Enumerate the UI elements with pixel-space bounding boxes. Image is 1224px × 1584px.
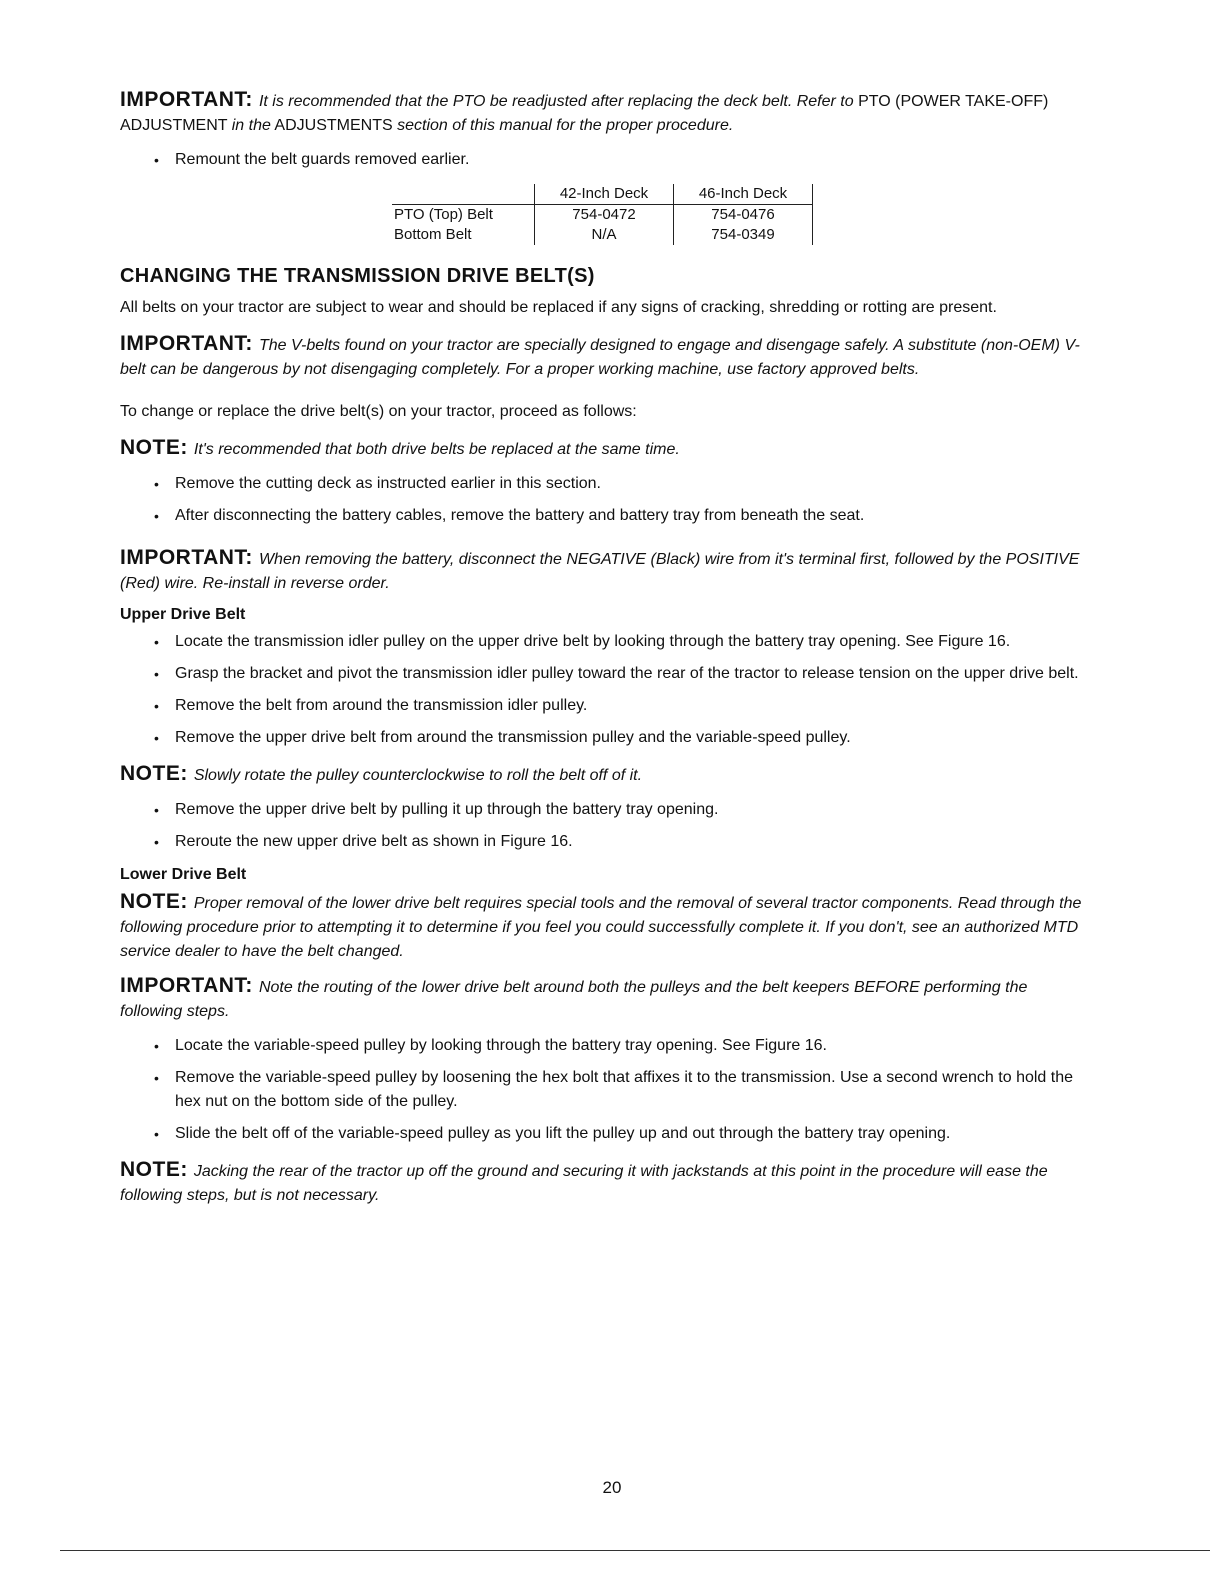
upper-drive-belt-heading: Upper Drive Belt	[120, 606, 246, 623]
list-item: • Remove the upper drive belt by pulling it up through the battery tray opening.	[120, 798, 1088, 822]
list-item: • Locate the variable-speed pulley by looking through the battery tray opening. See Figure 16.	[120, 1034, 1088, 1058]
list-item: • Slide the belt off of the variable-speed pulley as you lift the pulley up and out through the battery tray opening.	[120, 1122, 1088, 1146]
cell: 754-0472	[535, 205, 674, 226]
remount-list	[120, 148, 1088, 172]
list-item: • Remount the belt guards removed earlier.	[120, 148, 1088, 172]
cell: 754-0349	[674, 225, 813, 245]
list-item: • Reroute the new upper drive belt as shown in Figure 16.	[120, 830, 1088, 854]
list-item: • Locate the transmission idler pulley on the upper drive belt by looking through the battery tray opening. See Figure 16.	[120, 630, 1088, 654]
important-label: IMPORTANT:	[120, 88, 253, 111]
note-label: NOTE:	[120, 1158, 188, 1181]
lower-drive-belt-heading: Lower Drive Belt	[120, 866, 247, 883]
row-label: Bottom Belt	[394, 226, 472, 243]
proceed-paragraph: To change or replace the drive belt(s) on your tractor, proceed as follows:	[120, 403, 637, 420]
important-battery-note: IMPORTANT: When removing the battery, disconnect the NEGATIVE (Black) wire from it's terminal first, followed by the POSITIVE (Red) wire. Re-install in reverse order.	[120, 546, 1080, 592]
list-item: • Remove the belt from around the transmission idler pulley.	[120, 694, 1088, 718]
important-label: IMPORTANT:	[120, 332, 253, 355]
note-label: NOTE:	[120, 762, 188, 785]
important-pto-note: IMPORTANT: It is recommended that the PTO be readjusted after replacing the deck belt. Refer to PTO (POWER TAKE-OFF) ADJUSTMENT in the ADJUSTMENTS section of this manual for the proper procedure.	[120, 88, 1049, 134]
bottom-rule	[60, 1550, 1210, 1551]
note-rotate-pulley: NOTE: Slowly rotate the pulley counterclockwise to roll the belt off of it.	[120, 762, 643, 785]
table-row	[392, 225, 813, 245]
column-header-46: 46-Inch Deck	[674, 184, 813, 205]
row-label: PTO (Top) Belt	[394, 206, 493, 223]
list-item: • Remove the upper drive belt from around the transmission pulley and the variable-speed pulley.	[120, 726, 1088, 750]
note-label: NOTE:	[120, 436, 188, 459]
cell: 754-0476	[674, 205, 813, 226]
manual-page	[120, 88, 1088, 1218]
section-title: CHANGING THE TRANSMISSION DRIVE BELT(S)	[120, 265, 595, 287]
note-special-tools: NOTE: Proper removal of the lower drive belt requires special tools and the removal of several tractor components. Read through the following procedure prior to attempting it to determine if you feel you could successfully complete it. If you don't, see an authorized MTD service dealer to have the belt changed.	[120, 890, 1082, 960]
table-row	[392, 205, 813, 226]
list-item: • Remove the variable-speed pulley by loosening the hex bolt that affixes it to the transmission. Use a second wrench to hold the hex nut on the bottom side of the pulley.	[120, 1066, 1088, 1114]
list-item: • Remove the cutting deck as instructed earlier in this section.	[120, 472, 1088, 496]
important-vbelt-note: IMPORTANT: The V-belts found on your tractor are specially designed to engage and disengage safely. A substitute (non-OEM) V-belt can be dangerous by not disengaging completely. For a proper working machine, use factory approved belts.	[120, 332, 1080, 378]
list-item: • After disconnecting the battery cables, remove the battery and battery tray from beneath the seat.	[120, 504, 1088, 528]
note-both-belts: NOTE: It's recommended that both drive belts be replaced at the same time.	[120, 436, 680, 459]
table-header-row	[392, 184, 813, 205]
upper-belt-list-2	[120, 798, 1088, 854]
important-label: IMPORTANT:	[120, 546, 253, 569]
important-label: IMPORTANT:	[120, 974, 253, 997]
note-label: NOTE:	[120, 890, 188, 913]
page-number: 20	[602, 1478, 622, 1497]
cell: N/A	[535, 225, 674, 245]
column-header-42: 42-Inch Deck	[535, 184, 674, 205]
intro-paragraph: All belts on your tractor are subject to wear and should be replaced if any signs of cracking, shredding or rotting are present.	[120, 299, 997, 316]
upper-belt-list	[120, 630, 1088, 750]
belt-part-table	[392, 184, 813, 245]
list-item: • Grasp the bracket and pivot the transmission idler pulley toward the rear of the tractor to release tension on the upper drive belt.	[120, 662, 1088, 686]
important-routing-note: IMPORTANT: Note the routing of the lower drive belt around both the pulleys and the belt keepers BEFORE performing the following steps.	[120, 974, 1028, 1020]
note-jacking: NOTE: Jacking the rear of the tractor up off the ground and securing it with jackstands at this point in the procedure will ease the following steps, but is not necessary.	[120, 1158, 1048, 1204]
prep-list	[120, 472, 1088, 528]
lower-belt-list	[120, 1034, 1088, 1146]
